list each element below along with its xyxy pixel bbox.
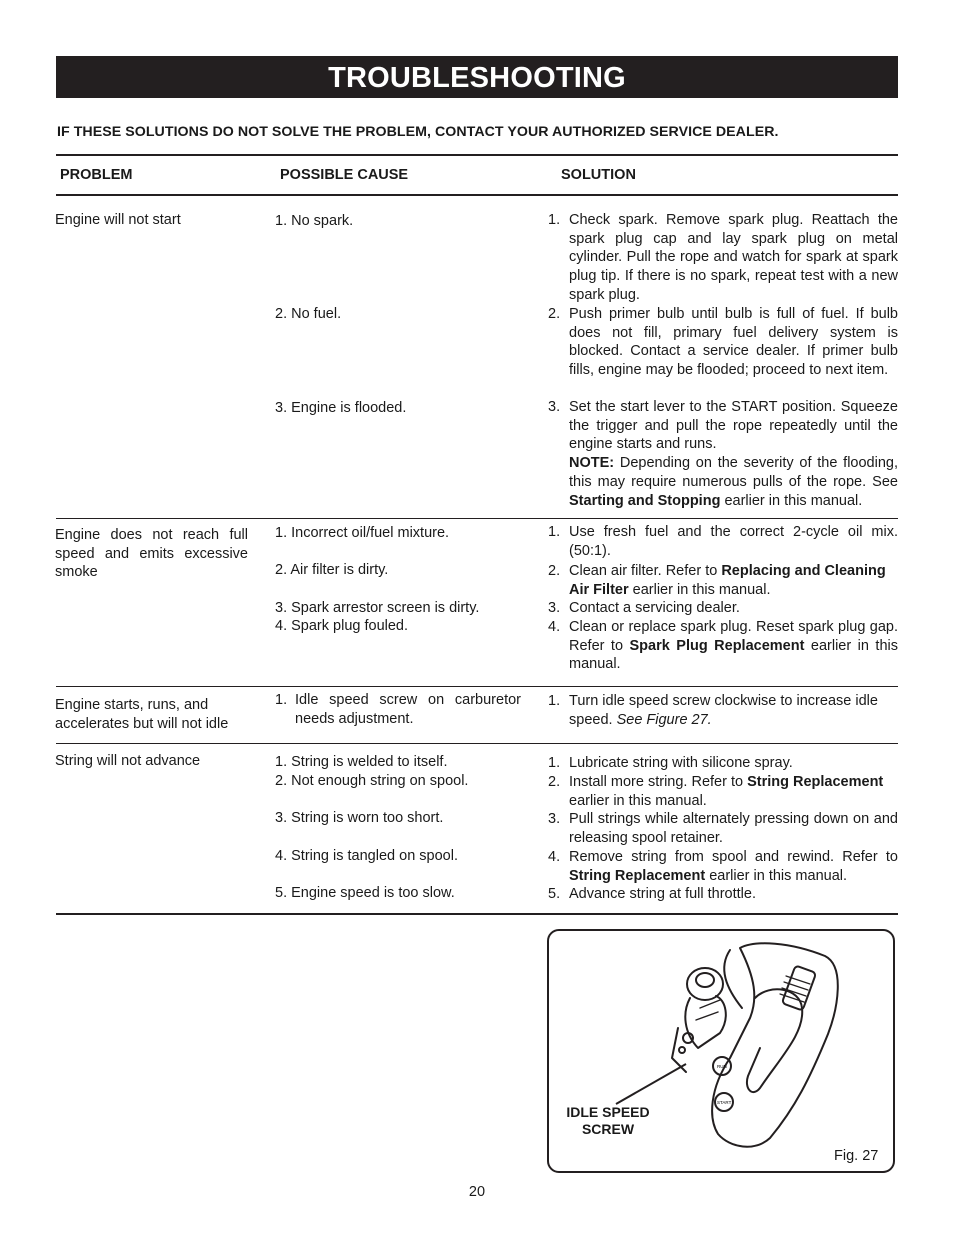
solution-number: 3. [548, 600, 561, 616]
manual-reference: String Replacement [569, 867, 706, 884]
cause-item: Idle speed screw on carburetor needs adjustment. [295, 692, 521, 727]
solution-item [569, 562, 900, 599]
cause-item: 3. Engine is flooded. [275, 400, 407, 416]
cause-item: 2. Not enough string on spool. [275, 773, 469, 789]
solution-number: 5. [548, 886, 561, 902]
cause-item: 3. Spark arrestor screen is dirty. [275, 600, 480, 616]
solution-tail: earlier in this manual. [705, 867, 848, 884]
page-title: TROUBLESHOOTING [56, 56, 898, 98]
solution-item [569, 618, 898, 674]
solution-item: Check spark. Remove spark plug. Reattach the spark plug cap and lay spark plug on metal cylinder. Pull the rope and watch for spark at spark plug tip. If there is no spark, repeat test with a new spark plug. [569, 212, 898, 303]
solution-text: Set the start lever to the START position. Squeeze the trigger and pull the rope repeatedly until the engine starts and runs. [569, 399, 898, 453]
note-text: Depending on the severity of the flooding, this may require numerous pulls of the rope. See [569, 455, 898, 490]
solution-item: Pull strings while alternately pressing down on and releasing spool retainer. [569, 811, 898, 846]
header-problem: PROBLEM [60, 167, 133, 183]
solution-item [569, 398, 898, 510]
page-number: 20 [468, 1184, 486, 1200]
problem-cell: Engine starts, runs, and accelerates but will not idle [55, 697, 229, 732]
idle-speed-screw-callout: IDLE SPEED SCREW [566, 1104, 650, 1137]
start-dial-label: START [717, 1100, 732, 1105]
cause-number: 1. [275, 692, 288, 708]
handle-grip [747, 989, 802, 1092]
table-bottom-rule [56, 913, 898, 915]
header-cause: POSSIBLE CAUSE [280, 167, 409, 183]
figure-caption: Fig. 27 [834, 1148, 879, 1164]
solution-number: 1. [548, 524, 561, 540]
handle-housing [712, 943, 838, 1146]
solution-item: Contact a servicing dealer. [569, 600, 740, 616]
manual-reference: Replacing and Cleaning Air Filter [569, 563, 886, 598]
solution-number: 3. [548, 399, 561, 415]
cause-item: 1. String is welded to itself. [275, 754, 448, 770]
solution-tail: earlier in this manual. [569, 637, 898, 673]
solution-number: 1. [548, 693, 561, 709]
figure-reference: See Figure 27. [616, 711, 712, 728]
solution-item: Lubricate string with silicone spray. [569, 755, 793, 771]
solution-item [569, 692, 902, 729]
header-rule [56, 194, 898, 196]
manual-reference: Starting and Stopping [569, 492, 721, 509]
solution-item: Advance string at full throttle. [569, 886, 756, 902]
solution-text: Clean air filter. Refer to [569, 563, 722, 579]
problem-cell: Engine does not reach full speed and emits excessive smoke [55, 527, 248, 581]
service-notice: IF THESE SOLUTIONS DO NOT SOLVE THE PROBLEM, CONTACT YOUR AUTHORIZED SERVICE DEALER. [57, 124, 779, 140]
solution-number: 1. [548, 755, 561, 771]
carburetor-illustration [660, 938, 860, 1150]
header-solution: SOLUTION [561, 167, 636, 183]
cause-item: 4. String is tangled on spool. [275, 848, 458, 864]
manual-reference: String Replacement [747, 774, 884, 790]
solution-tail: earlier in this manual. [628, 581, 771, 598]
solution-number: 1. [548, 212, 561, 228]
solution-item: Push primer bulb until bulb is full of fuel. If bulb does not fill, primary fuel delivery system is blocked. Contact a service dealer. If primer bulb fills, engine may be flooded; proceed to next item. [569, 306, 898, 379]
trigger-grip [782, 965, 816, 1010]
cause-item: 5. Engine speed is too slow. [275, 885, 455, 901]
callout-leader-line [612, 1060, 692, 1110]
solution-text: Turn idle speed screw clockwise to increase idle speed. [569, 693, 878, 728]
solution-text: Install more string. Refer to [569, 774, 748, 790]
row-divider [56, 743, 898, 744]
cause-item: 2. Air filter is dirty. [275, 562, 389, 578]
note-tail: earlier in this manual. [720, 492, 863, 509]
row-divider [56, 518, 898, 519]
problem-cell: String will not advance [55, 753, 201, 769]
run-dial-label: RUN [717, 1064, 727, 1069]
solution-item [569, 773, 900, 810]
row-divider [56, 686, 898, 687]
cause-item: 2. No fuel. [275, 306, 342, 322]
cause-item: 3. String is worn too short. [275, 810, 444, 826]
solution-number: 2. [548, 774, 561, 790]
solution-number: 4. [548, 619, 561, 635]
solution-text: Remove string from spool and rewind. Refer to [569, 849, 898, 865]
table-top-rule [56, 154, 898, 156]
solution-number: 2. [548, 306, 561, 322]
manual-reference: Spark Plug Replacement [629, 637, 805, 654]
cause-item: 1. No spark. [275, 213, 354, 229]
solution-tail: earlier in this manual. [569, 792, 707, 809]
handle-inner-curve [724, 950, 742, 1008]
note-label: NOTE: [569, 455, 615, 472]
solution-text: Clean or replace spark plug. Reset spark plug gap. Refer to [569, 619, 898, 654]
cause-item: 4. Spark plug fouled. [275, 618, 409, 634]
solution-number: 4. [548, 849, 561, 865]
problem-cell: Engine will not start [55, 212, 181, 228]
cause-item: 1. Incorrect oil/fuel mixture. [275, 525, 450, 541]
solution-number: 3. [548, 811, 561, 827]
solution-item [569, 848, 898, 885]
solution-item: Use fresh fuel and the correct 2-cycle oil mix. (50:1). [569, 524, 898, 559]
solution-number: 2. [548, 563, 561, 579]
